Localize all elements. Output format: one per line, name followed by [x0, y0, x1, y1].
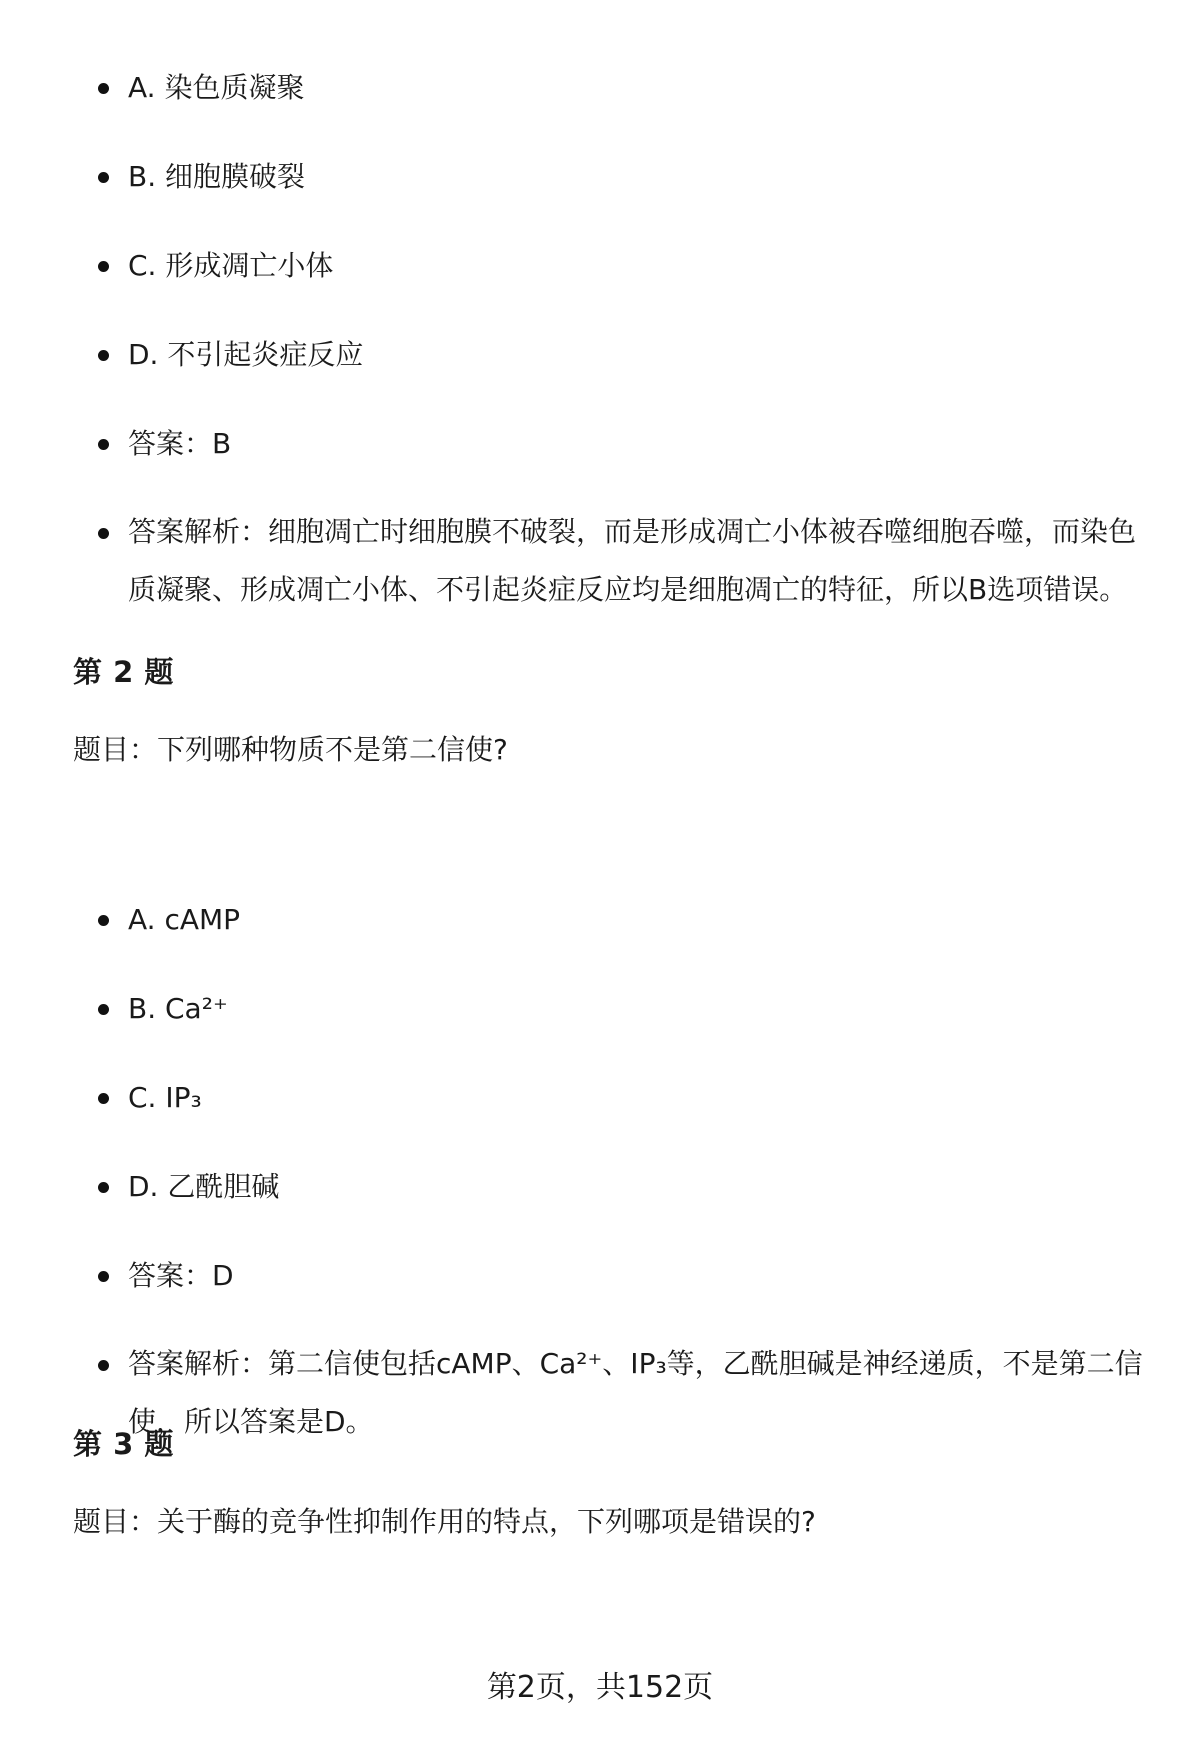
question-heading: 第 2 题	[73, 655, 174, 689]
option-b: B. Ca²⁺	[0, 979, 1200, 1039]
q1-options-list	[0, 58, 1200, 619]
option-a: A. 染色质凝聚	[0, 58, 1200, 118]
answer: 答案：D	[0, 1246, 1200, 1306]
question-heading: 第 3 题	[73, 1427, 174, 1461]
answer-explanation: 答案解析：第二信使包括cAMP、Ca²⁺、IP₃等，乙酰胆碱是神经递质，不是第二信使，所以答案是D。	[0, 1335, 1200, 1451]
page-indicator: 第2页，共152页	[486, 1670, 714, 1705]
question-text: 题目：关于酶的竞争性抑制作用的特点，下列哪项是错误的?	[73, 1505, 816, 1538]
option-c: C. 形成凋亡小体	[0, 236, 1200, 296]
question-text: 题目：下列哪种物质不是第二信使?	[73, 733, 508, 766]
q2-options-list	[0, 890, 1200, 1451]
option-d: D. 不引起炎症反应	[0, 325, 1200, 385]
answer: 答案：B	[0, 414, 1200, 474]
option-a: A. cAMP	[0, 890, 1200, 950]
option-d: D. 乙酰胆碱	[0, 1157, 1200, 1217]
option-c: C. IP₃	[0, 1068, 1200, 1128]
option-b: B. 细胞膜破裂	[0, 147, 1200, 207]
answer-explanation: 答案解析：细胞凋亡时细胞膜不破裂，而是形成凋亡小体被吞噬细胞吞噬，而染色质凝聚、形成凋亡小体、不引起炎症反应均是细胞凋亡的特征，所以B选项错误。	[0, 503, 1200, 619]
